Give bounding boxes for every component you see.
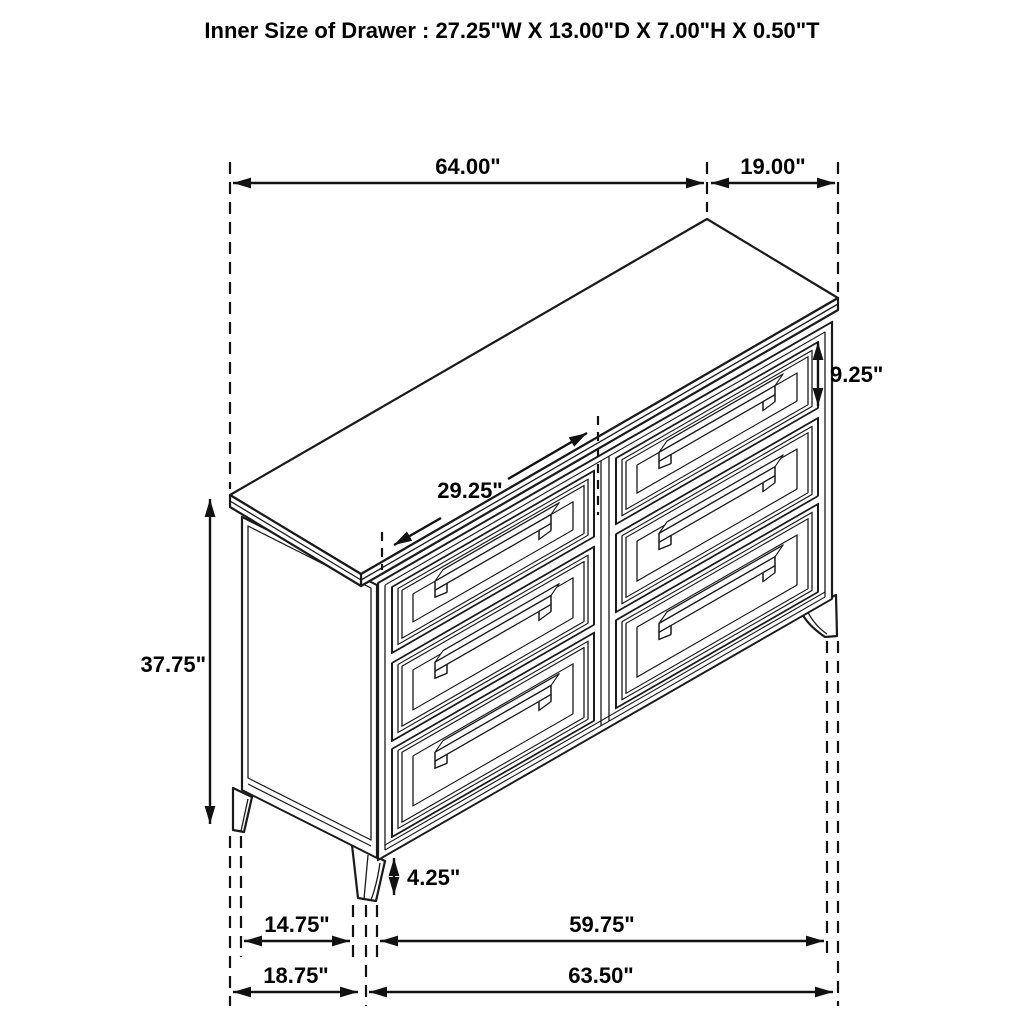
diagram-title: Inner Size of Drawer : 27.25"W X 13.00"D X 7.00"H X 0.50"T xyxy=(204,18,820,43)
dim-side-overall-depth-label: 18.75" xyxy=(263,963,329,988)
dim-leg-height-label: 4.25" xyxy=(407,865,461,890)
dim-top-length-label: 64.00" xyxy=(435,154,501,179)
dim-front-overall-width-label: 63.50" xyxy=(568,963,634,988)
dim-top-drawer-height-label: 9.25" xyxy=(830,362,884,387)
dim-front-leg-span-label: 59.75" xyxy=(569,912,635,937)
dim-side-leg-span-label: 14.75" xyxy=(264,912,330,937)
dim-overall-height-label: 37.75" xyxy=(140,652,206,677)
dim-top-depth-label: 19.00" xyxy=(740,154,806,179)
dim-drawer-opening-width-label: 29.25" xyxy=(437,478,503,503)
